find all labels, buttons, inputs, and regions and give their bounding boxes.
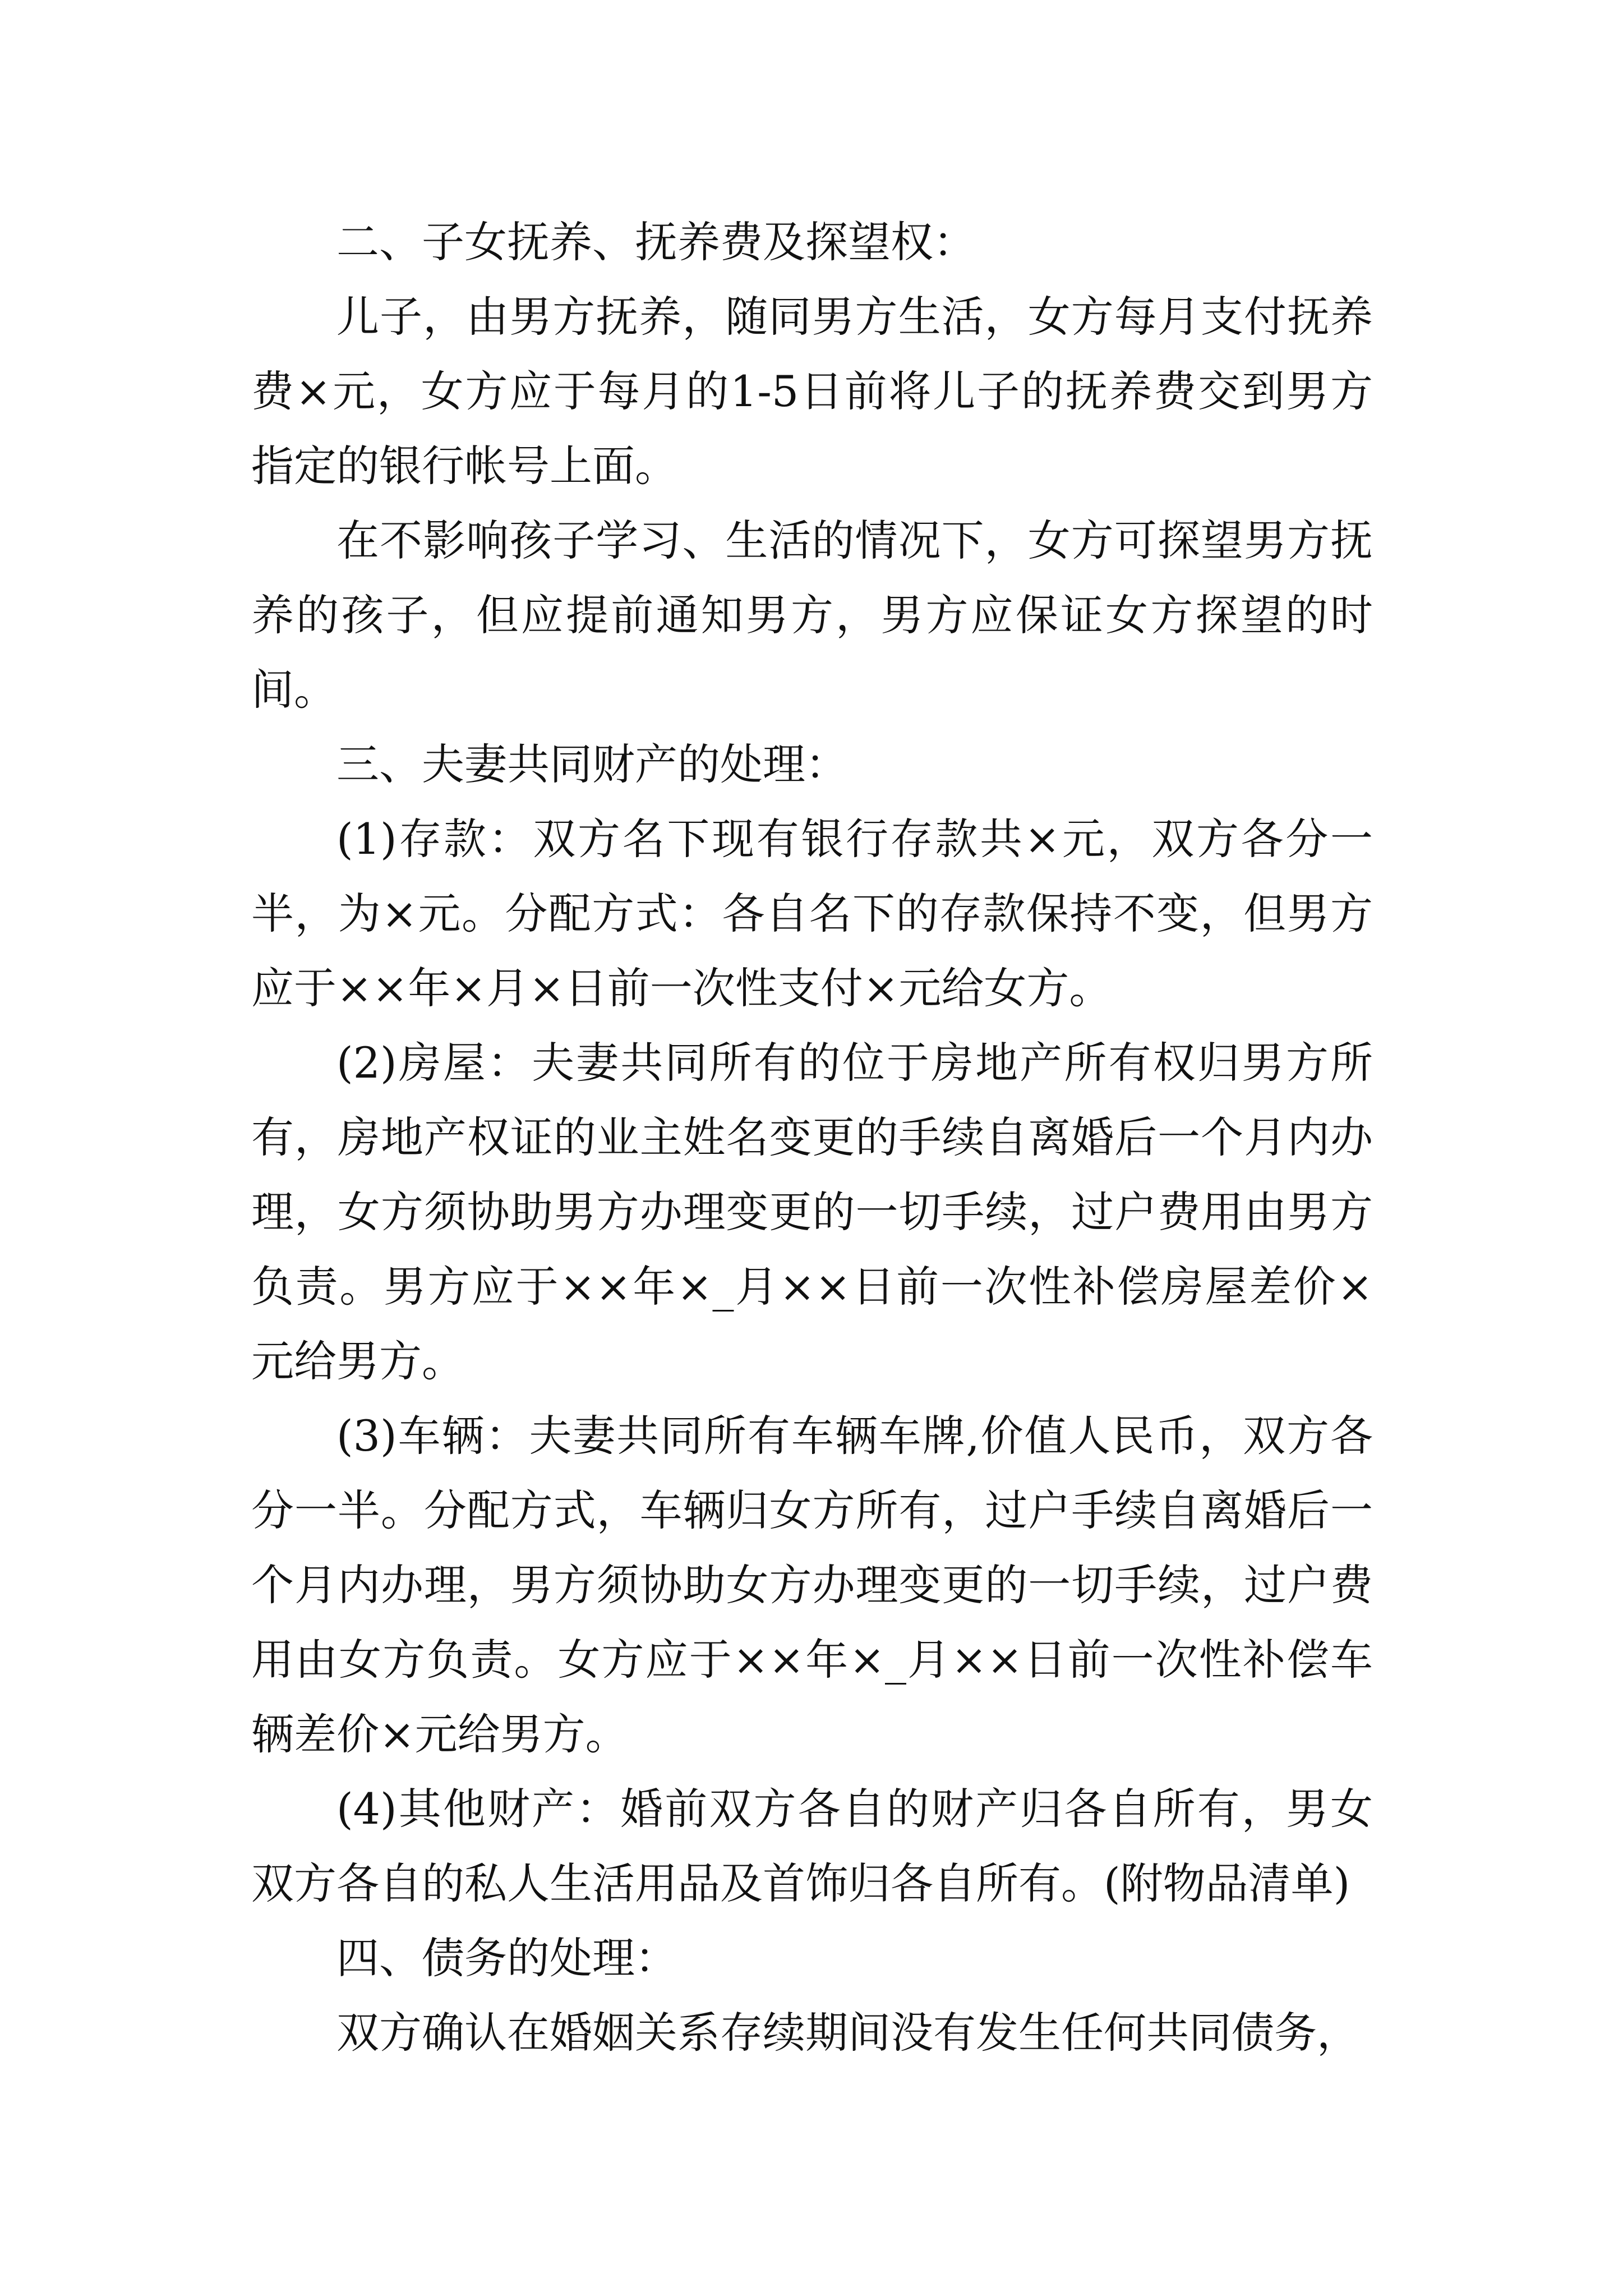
paragraph-debts: 双方确认在婚姻关系存续期间没有发生任何共同债务，: [336, 2008, 1359, 2058]
document-body: [251, 205, 1373, 2070]
paragraph-deposits: (1)存款：双方名下现有银行存款共×元，双方各分一半，为×元。分配方式：各自名下的存款保持不变，但男方应于××年×月×日前一次性支付×元给女方。: [251, 814, 1373, 1013]
paragraph-child-support: 儿子，由男方抚养，随同男方生活，女方每月支付抚养费×元，女方应于每月的1-5日前将儿子的抚养费交到男方指定的银行帐号上面。: [251, 292, 1373, 491]
section-heading-debts: 四、债务的处理：: [336, 1933, 677, 1983]
paragraph-house: (2)房屋：夫妻共同所有的位于房地产所有权归男方所有，房地产权证的业主姓名变更的手续自离婚后一个月内办理，女方须协助男方办理变更的一切手续，过户费用由男方负责。男方应于××年×_月××日前一次性补偿房屋差价×元给男方。: [251, 1038, 1373, 1386]
paragraph-other-property: (4)其他财产：婚前双方各自的财产归各自所有，男女双方各自的私人生活用品及首饰归各自所有。(附物品清单): [251, 1784, 1373, 1908]
paragraph-visitation: 在不影响孩子学习、生活的情况下，女方可探望男方抚养的孩子，但应提前通知男方，男方应保证女方探望的时间。: [251, 516, 1373, 715]
paragraph-vehicle: (3)车辆：夫妻共同所有车辆车牌,价值人民币，双方各分一半。分配方式，车辆归女方所有，过户手续自离婚后一个月内办理，男方须协助女方办理变更的一切手续，过户费用由女方负责。女方应于××年×_月××日前一次性补偿车辆差价×元给男方。: [251, 1411, 1373, 1759]
section-heading-joint-property: 三、夫妻共同财产的处理：: [336, 739, 848, 789]
section-heading-child-custody: 二、子女抚养、抚养费及探望权：: [336, 217, 976, 267]
